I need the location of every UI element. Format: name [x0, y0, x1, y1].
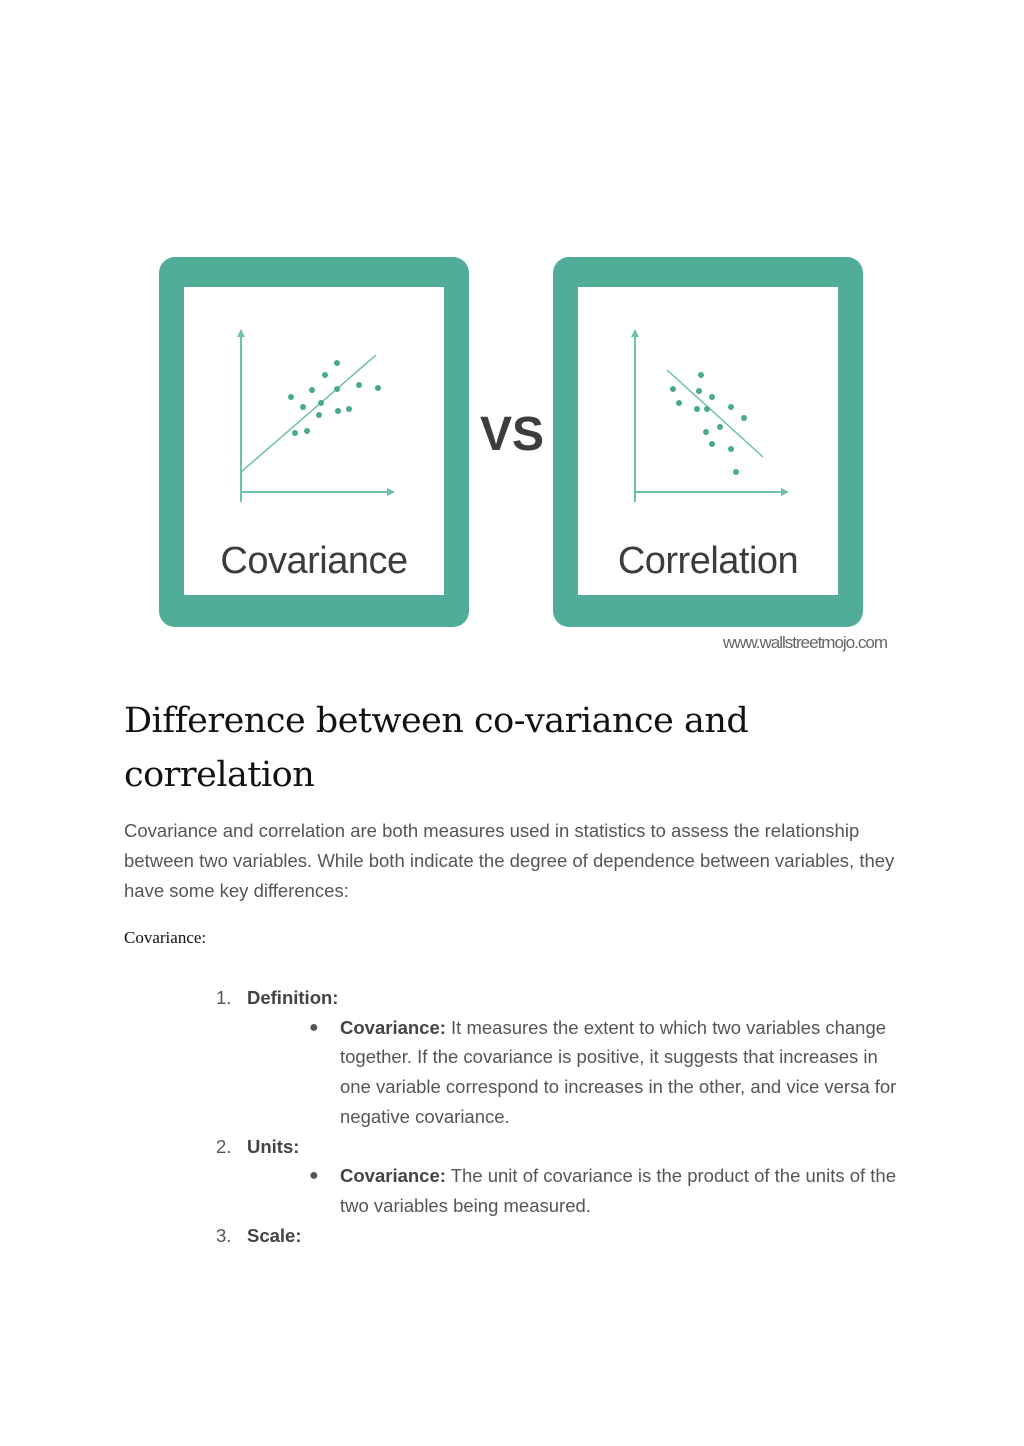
- list-label: Scale:: [247, 1224, 302, 1246]
- correlation-label: Correlation: [617, 540, 799, 582]
- section-subheading: Covariance:: [124, 928, 207, 947]
- bullet-term: Covariance:: [340, 1165, 446, 1187]
- page-title: Difference between co-variance and correlation: [124, 701, 749, 795]
- bullet-text: The unit of covariance is the product of the units of the two variables being measured.: [340, 1165, 897, 1216]
- differences-list: [0, 983, 1024, 1250]
- list-item-scale: [0, 1221, 1024, 1251]
- vs-label: VS: [480, 408, 545, 461]
- covariance-card: [159, 257, 469, 627]
- bullet-term: Covariance:: [340, 1016, 446, 1038]
- list-item-definition: [0, 983, 1024, 1013]
- intro-paragraph: Covariance and correlation are both measures used in statistics to assess the relationship between two variables. While both indicate the degree of dependence between variables, they have some key differences:: [124, 820, 895, 901]
- list-label: Definition:: [247, 987, 339, 1008]
- bullet-text: It measures the extent to which two variables change together. If the covariance is positive, it suggests that increases in one variable correspond to increases in the other, and vice versa for negative covariance.: [340, 1016, 897, 1127]
- list-number: 3.: [216, 1224, 232, 1246]
- bullet-item: [0, 1013, 900, 1132]
- bullet-item: [0, 1161, 900, 1220]
- list-number: 2.: [216, 1135, 232, 1157]
- list-label: Units:: [247, 1135, 300, 1157]
- list-number: 1.: [216, 987, 232, 1008]
- bullet-icon: ●: [309, 1018, 319, 1036]
- watermark: www.wallstreetmojo.com: [722, 633, 887, 652]
- covariance-vs-correlation-figure: [150, 250, 895, 660]
- bullet-icon: ●: [309, 1167, 319, 1185]
- correlation-card: [553, 257, 863, 627]
- list-item-units: [0, 1132, 1024, 1162]
- positive-scatter-plot-icon: [229, 327, 409, 507]
- negative-scatter-plot-icon: [623, 327, 803, 507]
- covariance-label: Covariance: [220, 540, 408, 582]
